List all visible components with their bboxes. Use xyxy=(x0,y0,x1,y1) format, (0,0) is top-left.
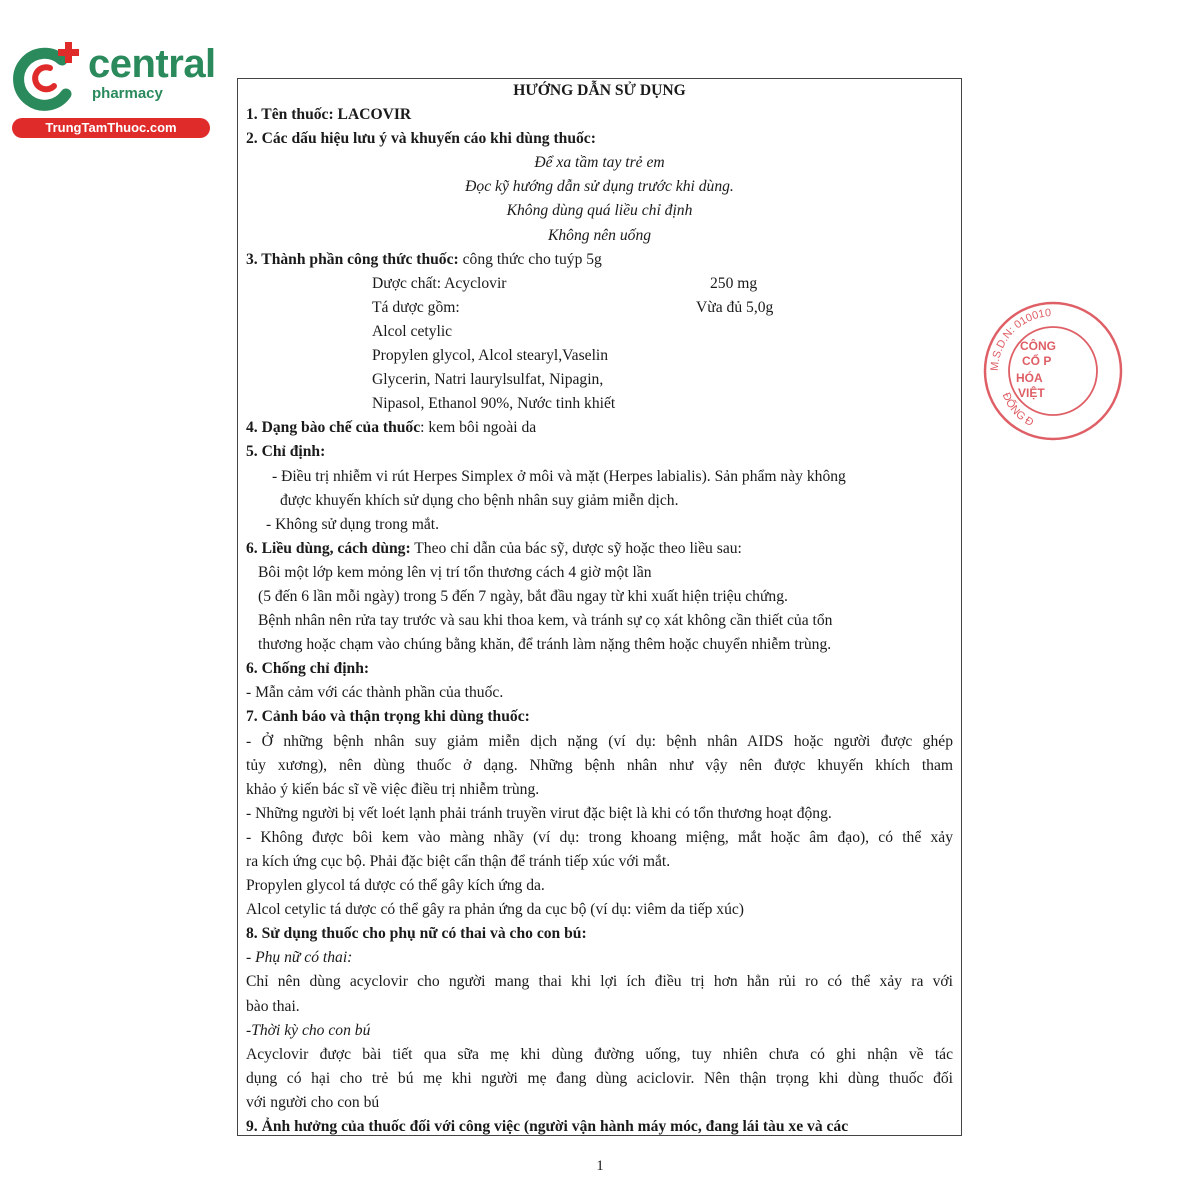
section-7-text: khảo ý kiến bác sĩ về việc điều trị nhiễm trùng. xyxy=(246,780,540,798)
section-6-title: 6. Liều dùng, cách dùng: xyxy=(246,539,411,557)
brand-subtitle: pharmacy xyxy=(92,85,163,102)
section-2-heading: 2. Các dấu hiệu lưu ý và khuyến cáo khi dùng thuốc: xyxy=(246,130,596,148)
section-3-heading xyxy=(246,248,953,272)
page-number: 1 xyxy=(596,1158,604,1174)
section-8-text: với người cho con bú xyxy=(246,1093,380,1111)
section-5-text: được khuyến khích sử dụng cho bệnh nhân suy giảm miễn dịch. xyxy=(280,491,679,509)
ingredient-excipients xyxy=(246,296,953,320)
seal-text: CỔ P xyxy=(1022,354,1052,368)
section-7-text: ra kích ứng cục bộ. Phải đặc biệt cẩn thận để tránh tiếp xúc với mắt. xyxy=(246,853,671,870)
section-5-text: - Điều trị nhiễm vi rút Herpes Simplex ở môi và mặt (Herpes labialis). Sản phẩm này không xyxy=(272,467,846,485)
brand-site-badge: TrungTamThuoc.com xyxy=(12,118,210,138)
section-7-text: - Không được bôi kem vào màng nhầy (ví dụ: trong khoang miệng, mắt hoặc âm đạo), có thể xảy xyxy=(246,828,953,846)
seal-ring-bottom: ĐỐNG Đ xyxy=(999,391,1036,430)
section-4-text: : kem bôi ngoài da xyxy=(420,419,537,437)
section-5-text: - Không sử dụng trong mắt. xyxy=(266,515,440,533)
section-5-heading: 5. Chỉ định: xyxy=(246,443,326,461)
section-8-text: dụng có hại cho trẻ bú mẹ khi người mẹ đang dùng aciclovir. Nên thận trọng khi dùng thuốc đối xyxy=(246,1069,953,1087)
section-7-text: - Những người bị vết loét lạnh phải tránh truyền virut đặc biệt là khi có tổn thương hoạt động. xyxy=(246,804,832,822)
section-3-text: công thức cho tuýp 5g xyxy=(458,250,602,268)
leaflet-document xyxy=(237,78,962,1136)
section-7-heading: 7. Cảnh báo và thận trọng khi dùng thuốc: xyxy=(246,708,530,726)
section-8-text: bào thai. xyxy=(246,997,300,1015)
section-8-text: Chỉ nên dùng acyclovir cho người mang thai khi lợi ích điều trị hơn hẳn rủi ro có thể xảy ra với xyxy=(246,973,953,991)
contraindication-text: - Mẫn cảm với các thành phần của thuốc. xyxy=(246,684,504,702)
section-8-subheading: -Thời kỳ cho con bú xyxy=(246,1021,371,1039)
company-seal-stamp xyxy=(978,298,1056,444)
section-6-text: Bôi một lớp kem mỏng lên vị trí tổn thương cách 4 giờ một lần xyxy=(258,563,652,581)
brand-name: central xyxy=(88,42,216,86)
section-6-text: thương hoặc chạm vào chúng bằng khăn, để tránh làm nặng thêm hoặc chuyển nhiễm trùng. xyxy=(258,636,832,654)
warning-line: Không dùng quá liều chỉ định xyxy=(506,202,693,220)
section-8-heading: 8. Sử dụng thuốc cho phụ nữ có thai và cho con bú: xyxy=(246,925,587,943)
excipient-line: Glycerin, Natri laurylsulfat, Nipagin, xyxy=(372,371,604,389)
section-9-heading: 9. Ảnh hưởng của thuốc đối với công việc (người vận hành máy móc, đang lái tàu xe và các xyxy=(246,1118,849,1136)
section-6-heading xyxy=(246,537,953,561)
doc-title: HƯỚNG DẪN SỬ DỤNG xyxy=(513,82,686,99)
section-4-title: 4. Dạng bào chế của thuốc xyxy=(246,419,421,437)
contraindication-heading: 6. Chống chỉ định: xyxy=(246,660,370,678)
seal-text: HÓA xyxy=(1016,371,1043,385)
central-pharmacy-logo-icon xyxy=(10,38,90,118)
section-7-text: tủy xương), nên dùng thuốc ở dạng. Những bệnh nhân như vậy nên được khuyến khích tham xyxy=(246,756,953,774)
seal-ring-top: M.S.D.N: 010010 xyxy=(988,306,1052,372)
section-7-text: Propylen glycol tá dược có thể gây kích ứng da. xyxy=(246,877,545,895)
section-6-text: Theo chỉ dẫn của bác sỹ, dược sỹ hoặc theo liều sau: xyxy=(410,539,742,557)
section-8-subheading: - Phụ nữ có thai: xyxy=(246,949,353,967)
section-8-text: Acyclovir được bài tiết qua sữa mẹ khi dùng đường uống, tuy nhiên chưa có ghi nhận về tác xyxy=(246,1045,953,1063)
seal-icon xyxy=(978,298,1128,444)
excipient-line: Propylen glycol, Alcol stearyl,Vaselin xyxy=(372,347,609,365)
seal-text: VIỆT xyxy=(1018,386,1045,400)
section-7-text: Alcol cetylic tá dược có thể gây ra phản ứng da cục bộ (ví dụ: viêm da tiếp xúc) xyxy=(246,901,744,919)
ingredient-label: Dược chất: Acyclovir xyxy=(372,274,507,292)
ingredient-label: Tá dược gồm: xyxy=(372,298,460,316)
section-7-text: - Ở những bệnh nhân suy giảm miễn dịch nặng (ví dụ: bệnh nhân AIDS hoặc người được ghép xyxy=(246,732,953,750)
seal-text: CÔNG xyxy=(1020,339,1056,353)
brand-wordmark xyxy=(88,42,216,102)
section-4-heading xyxy=(246,416,953,440)
section-3-title: 3. Thành phần công thức thuốc: xyxy=(246,250,459,268)
ingredient-amount: 250 mg xyxy=(710,274,758,292)
warning-line: Không nên uống xyxy=(547,226,652,244)
warning-line: Để xa tầm tay trẻ em xyxy=(534,154,665,172)
excipient-line: Alcol cetylic xyxy=(372,322,453,340)
section-6-text: Bệnh nhân nên rửa tay trước và sau khi thoa kem, và tránh sự cọ xát không cần thiết của tổn xyxy=(258,612,833,630)
ingredient-active xyxy=(246,272,953,296)
section-1-heading: 1. Tên thuốc: LACOVIR xyxy=(246,106,412,124)
warning-line: Đọc kỹ hướng dẫn sử dụng trước khi dùng. xyxy=(465,178,734,196)
excipient-line: Nipasol, Ethanol 90%, Nước tinh khiết xyxy=(372,395,616,413)
section-6-text: (5 đến 6 lần mỗi ngày) trong 5 đến 7 ngày, bắt đầu ngay từ khi xuất hiện triệu chứng. xyxy=(258,587,788,605)
ingredient-amount: Vừa đủ 5,0g xyxy=(696,298,774,316)
